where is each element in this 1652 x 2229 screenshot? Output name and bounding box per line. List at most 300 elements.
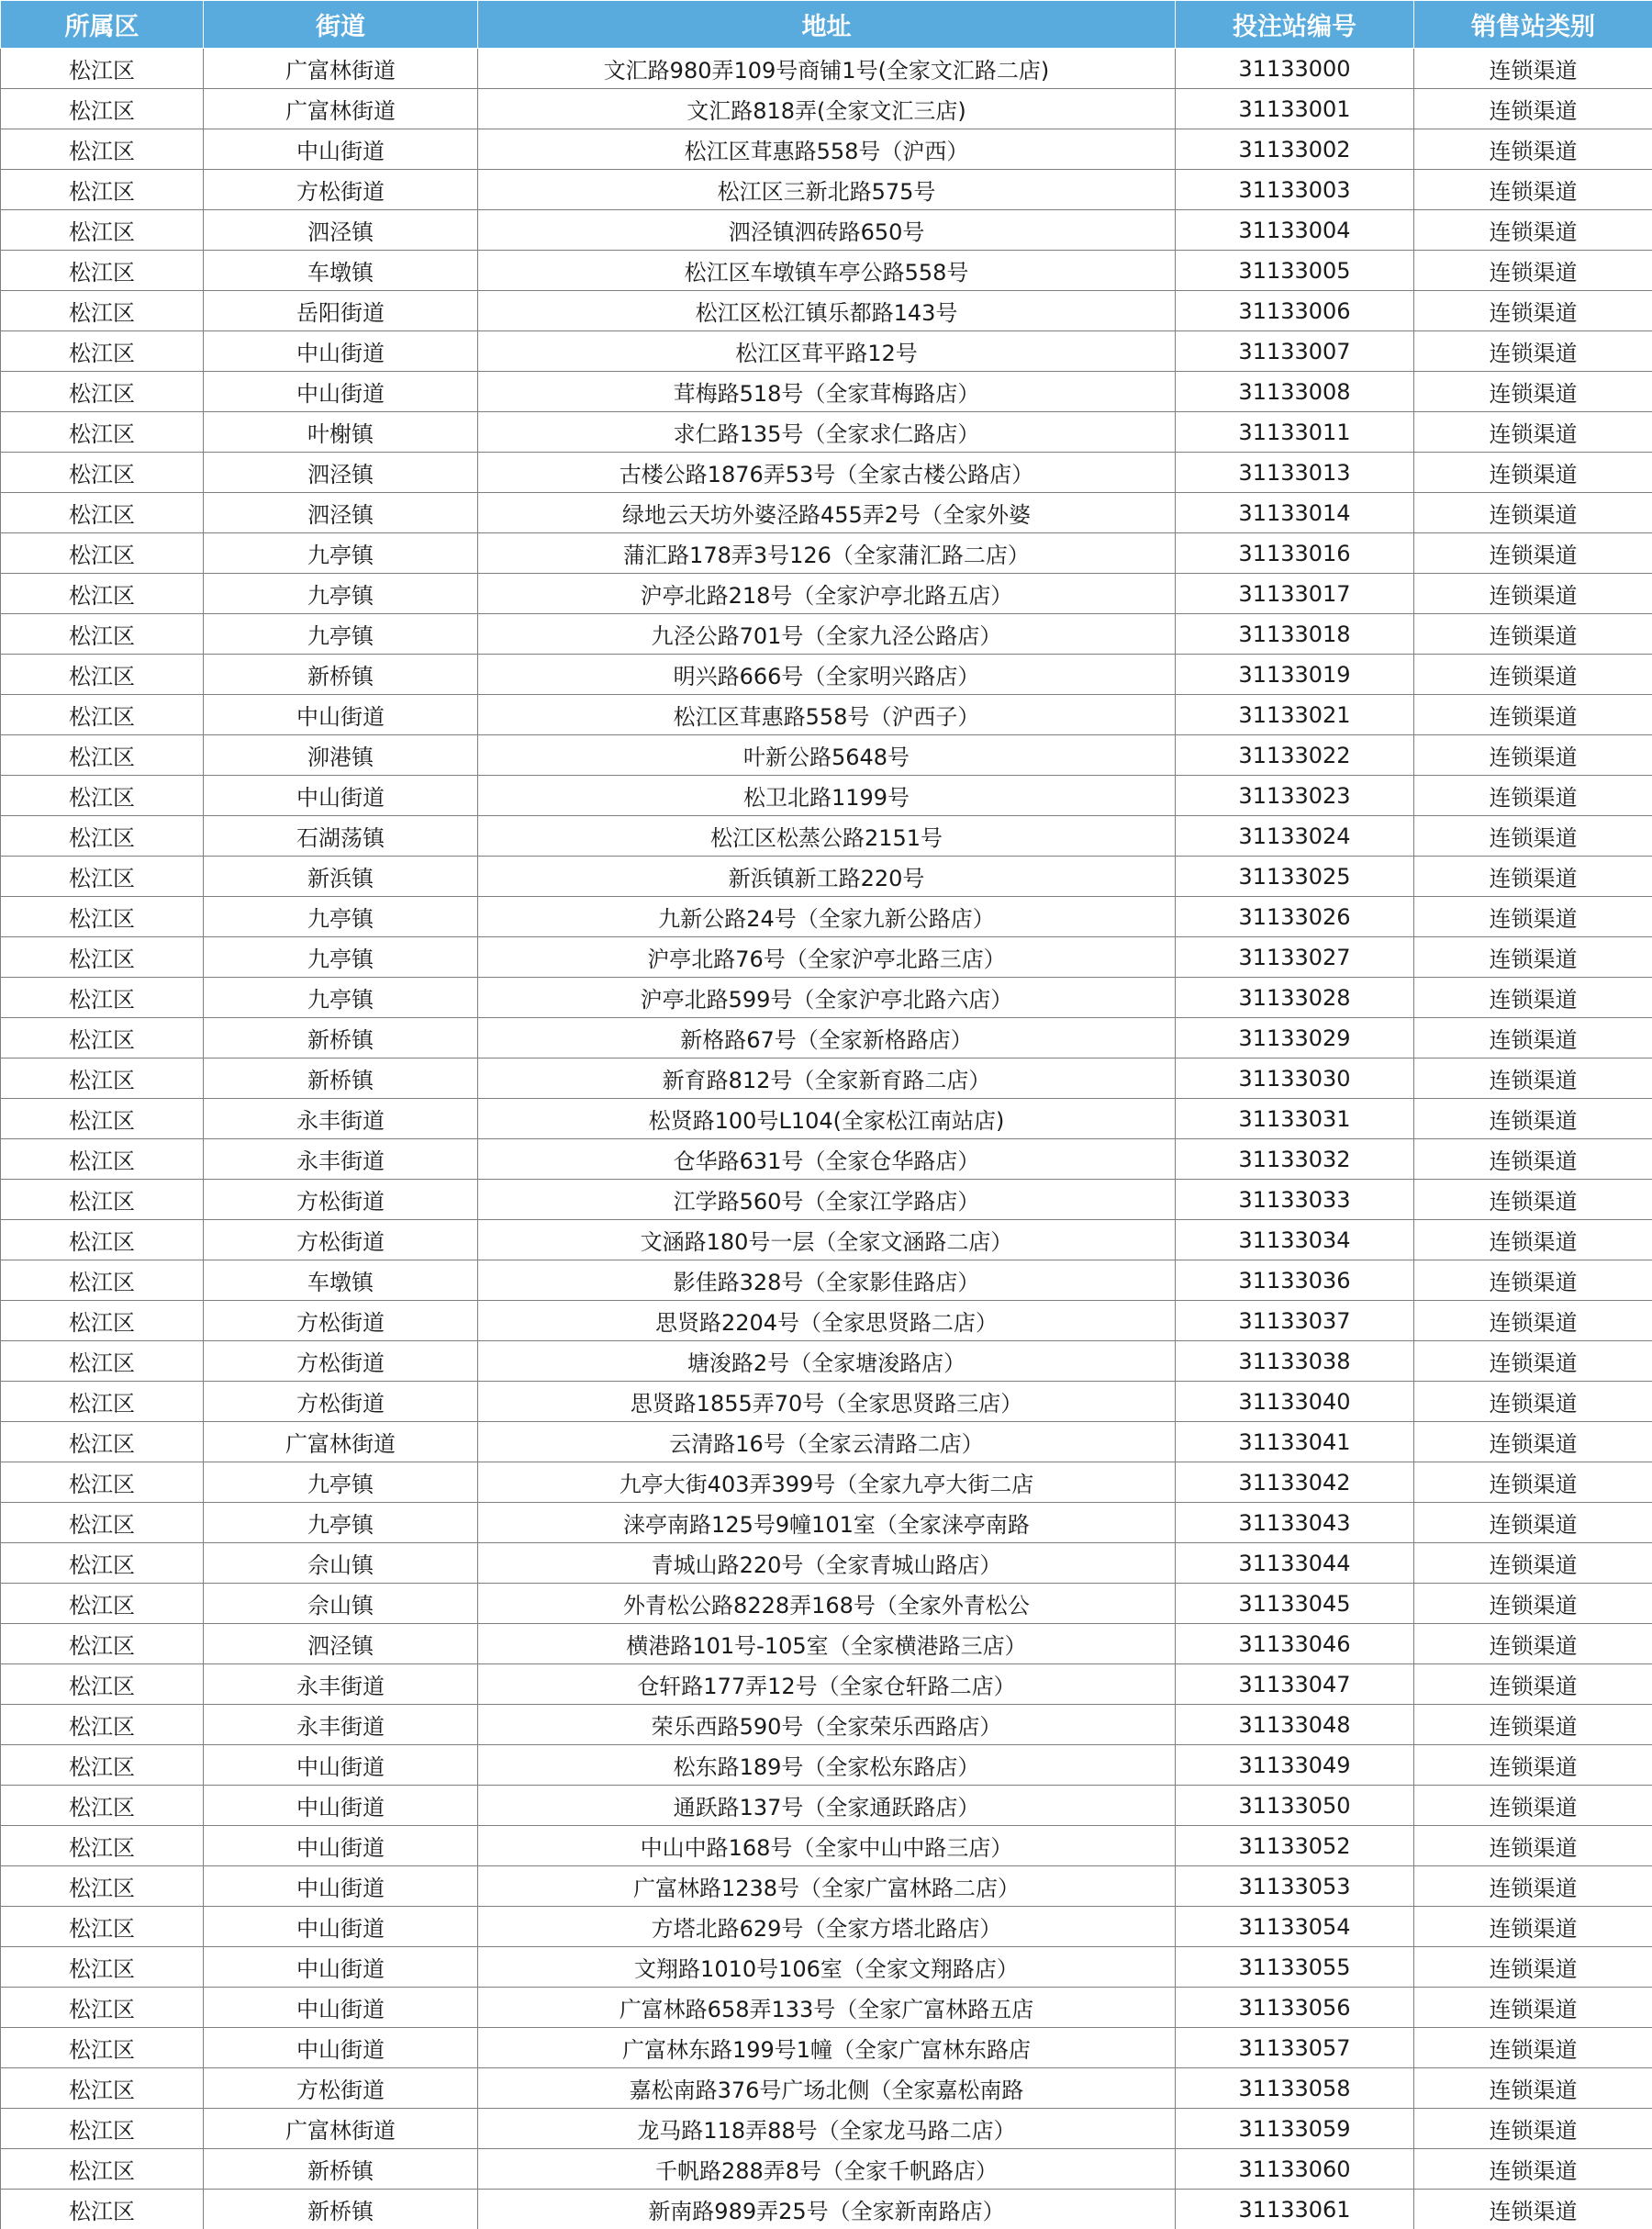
cell-station-type: 连锁渠道	[1414, 1543, 1652, 1584]
cell-station-number: 31133021	[1176, 695, 1414, 735]
table-row	[1, 1099, 1652, 1139]
cell-street: 中山街道	[204, 776, 478, 816]
cell-station-type: 连锁渠道	[1414, 1826, 1652, 1866]
table-row	[1, 89, 1652, 129]
cell-street: 中山街道	[204, 372, 478, 412]
table-row	[1, 453, 1652, 493]
cell-district: 松江区	[1, 533, 204, 574]
table-row	[1, 2109, 1652, 2149]
cell-station-type: 连锁渠道	[1414, 1058, 1652, 1099]
cell-station-number: 31133019	[1176, 655, 1414, 695]
cell-station-type: 连锁渠道	[1414, 614, 1652, 655]
cell-station-type: 连锁渠道	[1414, 2109, 1652, 2149]
cell-address: 古楼公路1876弄53号（全家古楼公路店）	[478, 453, 1176, 493]
table-row	[1, 1826, 1652, 1866]
cell-address: 松江区茸惠路558号（沪西）	[478, 129, 1176, 170]
cell-address: 中山中路168号（全家中山中路三店）	[478, 1826, 1176, 1866]
table-row	[1, 210, 1652, 251]
table-row	[1, 1180, 1652, 1220]
table-row	[1, 1745, 1652, 1786]
cell-station-number: 31133003	[1176, 170, 1414, 210]
cell-address: 沪亭北路218号（全家沪亭北路五店）	[478, 574, 1176, 614]
cell-station-number: 31133050	[1176, 1786, 1414, 1826]
cell-district: 松江区	[1, 1139, 204, 1180]
header-station-number: 投注站编号	[1176, 1, 1414, 49]
cell-station-number: 31133000	[1176, 49, 1414, 89]
cell-station-number: 31133016	[1176, 533, 1414, 574]
cell-street: 中山街道	[204, 1826, 478, 1866]
cell-address: 沪亭北路599号（全家沪亭北路六店）	[478, 978, 1176, 1018]
table-row	[1, 1503, 1652, 1543]
table-row	[1, 1947, 1652, 1988]
cell-station-type: 连锁渠道	[1414, 453, 1652, 493]
cell-district: 松江区	[1, 1705, 204, 1745]
cell-station-type: 连锁渠道	[1414, 1745, 1652, 1786]
cell-address: 松江区茸平路12号	[478, 331, 1176, 372]
cell-station-type: 连锁渠道	[1414, 493, 1652, 533]
cell-street: 九亭镇	[204, 1503, 478, 1543]
cell-station-type: 连锁渠道	[1414, 2068, 1652, 2109]
cell-district: 松江区	[1, 1543, 204, 1584]
table-row	[1, 129, 1652, 170]
cell-station-type: 连锁渠道	[1414, 2149, 1652, 2190]
cell-street: 车墩镇	[204, 251, 478, 291]
cell-district: 松江区	[1, 1826, 204, 1866]
cell-address: 松贤路100号L104(全家松江南站店)	[478, 1099, 1176, 1139]
table-row	[1, 937, 1652, 978]
cell-street: 新桥镇	[204, 2149, 478, 2190]
table-row	[1, 49, 1652, 89]
cell-street: 永丰街道	[204, 1099, 478, 1139]
cell-station-type: 连锁渠道	[1414, 1624, 1652, 1664]
table-row	[1, 533, 1652, 574]
cell-street: 方松街道	[204, 1382, 478, 1422]
table-row	[1, 735, 1652, 776]
cell-address: 通跃路137号（全家通跃路店）	[478, 1786, 1176, 1826]
cell-street: 新桥镇	[204, 1018, 478, 1058]
cell-district: 松江区	[1, 1584, 204, 1624]
cell-district: 松江区	[1, 2068, 204, 2109]
table-row	[1, 2149, 1652, 2190]
table-row	[1, 170, 1652, 210]
cell-address: 新格路67号（全家新格路店）	[478, 1018, 1176, 1058]
cell-street: 中山街道	[204, 1786, 478, 1826]
cell-station-type: 连锁渠道	[1414, 331, 1652, 372]
cell-district: 松江区	[1, 412, 204, 453]
cell-station-number: 31133047	[1176, 1664, 1414, 1705]
cell-station-number: 31133038	[1176, 1341, 1414, 1382]
cell-station-number: 31133023	[1176, 776, 1414, 816]
cell-address: 涞亭南路125号9幢101室（全家涞亭南路	[478, 1503, 1176, 1543]
cell-district: 松江区	[1, 372, 204, 412]
cell-address: 文汇路980弄109号商铺1号(全家文汇路二店)	[478, 49, 1176, 89]
cell-district: 松江区	[1, 1301, 204, 1341]
cell-district: 松江区	[1, 2109, 204, 2149]
cell-station-number: 31133001	[1176, 89, 1414, 129]
cell-address: 求仁路135号（全家求仁路店）	[478, 412, 1176, 453]
cell-address: 松江区茸惠路558号（沪西子）	[478, 695, 1176, 735]
cell-address: 青城山路220号（全家青城山路店）	[478, 1543, 1176, 1584]
cell-district: 松江区	[1, 1018, 204, 1058]
cell-district: 松江区	[1, 937, 204, 978]
table-row	[1, 2190, 1652, 2229]
cell-address: 绿地云天坊外婆泾路455弄2号（全家外婆	[478, 493, 1176, 533]
cell-district: 松江区	[1, 2149, 204, 2190]
cell-street: 中山街道	[204, 1947, 478, 1988]
cell-station-type: 连锁渠道	[1414, 1260, 1652, 1301]
cell-station-type: 连锁渠道	[1414, 89, 1652, 129]
cell-district: 松江区	[1, 1220, 204, 1260]
cell-station-number: 31133049	[1176, 1745, 1414, 1786]
cell-district: 松江区	[1, 897, 204, 937]
header-row	[1, 1, 1652, 49]
cell-station-number: 31133013	[1176, 453, 1414, 493]
cell-district: 松江区	[1, 1260, 204, 1301]
cell-station-type: 连锁渠道	[1414, 1705, 1652, 1745]
cell-district: 松江区	[1, 574, 204, 614]
cell-station-type: 连锁渠道	[1414, 1180, 1652, 1220]
cell-station-type: 连锁渠道	[1414, 1301, 1652, 1341]
table-row	[1, 978, 1652, 1018]
cell-street: 九亭镇	[204, 533, 478, 574]
cell-district: 松江区	[1, 1866, 204, 1907]
cell-address: 仓华路631号（全家仓华路店）	[478, 1139, 1176, 1180]
cell-street: 叶榭镇	[204, 412, 478, 453]
table-row	[1, 695, 1652, 735]
cell-street: 新桥镇	[204, 2190, 478, 2229]
cell-address: 云清路16号（全家云清路二店）	[478, 1422, 1176, 1462]
cell-station-number: 31133056	[1176, 1988, 1414, 2028]
cell-station-type: 连锁渠道	[1414, 1139, 1652, 1180]
header-address: 地址	[478, 1, 1176, 49]
cell-station-type: 连锁渠道	[1414, 1220, 1652, 1260]
cell-station-number: 31133055	[1176, 1947, 1414, 1988]
cell-station-number: 31133052	[1176, 1826, 1414, 1866]
cell-street: 九亭镇	[204, 1462, 478, 1503]
cell-street: 岳阳街道	[204, 291, 478, 331]
cell-station-number: 31133048	[1176, 1705, 1414, 1745]
table-row	[1, 1058, 1652, 1099]
cell-street: 广富林街道	[204, 2109, 478, 2149]
table-row	[1, 1220, 1652, 1260]
cell-address: 茸梅路518号（全家茸梅路店）	[478, 372, 1176, 412]
cell-street: 永丰街道	[204, 1664, 478, 1705]
table-row	[1, 1664, 1652, 1705]
cell-station-number: 31133014	[1176, 493, 1414, 533]
cell-district: 松江区	[1, 493, 204, 533]
cell-station-number: 31133061	[1176, 2190, 1414, 2229]
table-header	[1, 1, 1652, 49]
cell-street: 中山街道	[204, 129, 478, 170]
cell-street: 方松街道	[204, 1341, 478, 1382]
cell-district: 松江区	[1, 614, 204, 655]
cell-district: 松江区	[1, 1382, 204, 1422]
cell-district: 松江区	[1, 816, 204, 857]
table-row	[1, 1907, 1652, 1947]
cell-street: 方松街道	[204, 1220, 478, 1260]
table-row	[1, 776, 1652, 816]
cell-station-type: 连锁渠道	[1414, 735, 1652, 776]
cell-street: 石湖荡镇	[204, 816, 478, 857]
cell-district: 松江区	[1, 1422, 204, 1462]
cell-station-type: 连锁渠道	[1414, 1503, 1652, 1543]
cell-street: 佘山镇	[204, 1543, 478, 1584]
table-row	[1, 2028, 1652, 2068]
cell-station-number: 31133042	[1176, 1462, 1414, 1503]
cell-address: 龙马路118弄88号（全家龙马路二店）	[478, 2109, 1176, 2149]
cell-district: 松江区	[1, 2028, 204, 2068]
cell-street: 广富林街道	[204, 1422, 478, 1462]
cell-address: 新南路989弄25号（全家新南路店）	[478, 2190, 1176, 2229]
cell-station-type: 连锁渠道	[1414, 170, 1652, 210]
cell-address: 泗泾镇泗砖路650号	[478, 210, 1176, 251]
cell-district: 松江区	[1, 251, 204, 291]
table-row	[1, 1139, 1652, 1180]
cell-street: 中山街道	[204, 1745, 478, 1786]
cell-street: 方松街道	[204, 1301, 478, 1341]
table-row	[1, 412, 1652, 453]
cell-station-type: 连锁渠道	[1414, 776, 1652, 816]
cell-district: 松江区	[1, 2190, 204, 2229]
cell-street: 泗泾镇	[204, 1624, 478, 1664]
cell-street: 中山街道	[204, 1988, 478, 2028]
table-row	[1, 1988, 1652, 2028]
cell-address: 荣乐西路590号（全家荣乐西路店）	[478, 1705, 1176, 1745]
cell-district: 松江区	[1, 1745, 204, 1786]
cell-district: 松江区	[1, 331, 204, 372]
cell-district: 松江区	[1, 1664, 204, 1705]
cell-station-number: 31133045	[1176, 1584, 1414, 1624]
cell-station-number: 31133027	[1176, 937, 1414, 978]
cell-address: 沪亭北路76号（全家沪亭北路三店）	[478, 937, 1176, 978]
table-row	[1, 816, 1652, 857]
cell-station-number: 31133034	[1176, 1220, 1414, 1260]
cell-station-number: 31133017	[1176, 574, 1414, 614]
cell-district: 松江区	[1, 1462, 204, 1503]
table-row	[1, 574, 1652, 614]
table-row	[1, 1382, 1652, 1422]
cell-street: 中山街道	[204, 1907, 478, 1947]
cell-district: 松江区	[1, 1503, 204, 1543]
cell-street: 车墩镇	[204, 1260, 478, 1301]
cell-address: 新浜镇新工路220号	[478, 857, 1176, 897]
table-row	[1, 1584, 1652, 1624]
cell-address: 新育路812号（全家新育路二店）	[478, 1058, 1176, 1099]
cell-station-number: 31133022	[1176, 735, 1414, 776]
cell-district: 松江区	[1, 978, 204, 1018]
cell-station-number: 31133032	[1176, 1139, 1414, 1180]
cell-address: 九泾公路701号（全家九泾公路店）	[478, 614, 1176, 655]
cell-station-type: 连锁渠道	[1414, 1947, 1652, 1988]
cell-district: 松江区	[1, 291, 204, 331]
table-row	[1, 1705, 1652, 1745]
cell-district: 松江区	[1, 1058, 204, 1099]
cell-station-number: 31133054	[1176, 1907, 1414, 1947]
cell-station-number: 31133059	[1176, 2109, 1414, 2149]
cell-street: 新桥镇	[204, 655, 478, 695]
cell-address: 思贤路1855弄70号（全家思贤路三店）	[478, 1382, 1176, 1422]
cell-station-number: 31133044	[1176, 1543, 1414, 1584]
cell-district: 松江区	[1, 89, 204, 129]
cell-station-type: 连锁渠道	[1414, 1018, 1652, 1058]
cell-street: 方松街道	[204, 1180, 478, 1220]
table-row	[1, 251, 1652, 291]
cell-station-type: 连锁渠道	[1414, 574, 1652, 614]
cell-station-type: 连锁渠道	[1414, 857, 1652, 897]
cell-station-type: 连锁渠道	[1414, 2190, 1652, 2229]
cell-station-number: 31133029	[1176, 1018, 1414, 1058]
cell-street: 九亭镇	[204, 897, 478, 937]
cell-station-number: 31133040	[1176, 1382, 1414, 1422]
cell-district: 松江区	[1, 453, 204, 493]
cell-station-type: 连锁渠道	[1414, 291, 1652, 331]
cell-station-number: 31133037	[1176, 1301, 1414, 1341]
cell-district: 松江区	[1, 1907, 204, 1947]
cell-station-number: 31133058	[1176, 2068, 1414, 2109]
table-row	[1, 1018, 1652, 1058]
table-row	[1, 857, 1652, 897]
cell-station-number: 31133060	[1176, 2149, 1414, 2190]
cell-address: 千帆路288弄8号（全家千帆路店）	[478, 2149, 1176, 2190]
cell-address: 方塔北路629号（全家方塔北路店）	[478, 1907, 1176, 1947]
cell-station-type: 连锁渠道	[1414, 1422, 1652, 1462]
cell-address: 广富林路658弄133号（全家广富林路五店	[478, 1988, 1176, 2028]
cell-station-type: 连锁渠道	[1414, 251, 1652, 291]
cell-district: 松江区	[1, 735, 204, 776]
cell-station-number: 31133030	[1176, 1058, 1414, 1099]
cell-district: 松江区	[1, 776, 204, 816]
table-row	[1, 372, 1652, 412]
table-body	[1, 49, 1652, 2229]
table-row	[1, 1260, 1652, 1301]
cell-address: 蒲汇路178弄3号126（全家蒲汇路二店）	[478, 533, 1176, 574]
cell-station-type: 连锁渠道	[1414, 816, 1652, 857]
cell-street: 泖港镇	[204, 735, 478, 776]
cell-station-number: 31133033	[1176, 1180, 1414, 1220]
cell-station-type: 连锁渠道	[1414, 49, 1652, 89]
cell-station-type: 连锁渠道	[1414, 1866, 1652, 1907]
cell-street: 中山街道	[204, 1866, 478, 1907]
cell-address: 松江区松江镇乐都路143号	[478, 291, 1176, 331]
cell-station-type: 连锁渠道	[1414, 1099, 1652, 1139]
table-row	[1, 1543, 1652, 1584]
cell-district: 松江区	[1, 1786, 204, 1826]
cell-district: 松江区	[1, 1180, 204, 1220]
cell-address: 明兴路666号（全家明兴路店）	[478, 655, 1176, 695]
cell-address: 九新公路24号（全家九新公路店）	[478, 897, 1176, 937]
cell-street: 新浜镇	[204, 857, 478, 897]
cell-address: 广富林路1238号（全家广富林路二店）	[478, 1866, 1176, 1907]
cell-station-type: 连锁渠道	[1414, 2028, 1652, 2068]
cell-address: 广富林东路199号1幢（全家广富林东路店	[478, 2028, 1176, 2068]
cell-address: 嘉松南路376号广场北侧（全家嘉松南路	[478, 2068, 1176, 2109]
cell-station-type: 连锁渠道	[1414, 1786, 1652, 1826]
cell-address: 松江区松蒸公路2151号	[478, 816, 1176, 857]
table-row	[1, 1422, 1652, 1462]
cell-district: 松江区	[1, 1988, 204, 2028]
table-row	[1, 1866, 1652, 1907]
cell-station-type: 连锁渠道	[1414, 1907, 1652, 1947]
cell-street: 泗泾镇	[204, 493, 478, 533]
cell-street: 九亭镇	[204, 574, 478, 614]
table-row	[1, 614, 1652, 655]
cell-address: 仓轩路177弄12号（全家仓轩路二店）	[478, 1664, 1176, 1705]
cell-street: 方松街道	[204, 170, 478, 210]
cell-address: 横港路101号-105室（全家横港路三店）	[478, 1624, 1176, 1664]
cell-district: 松江区	[1, 1947, 204, 1988]
cell-station-number: 31133005	[1176, 251, 1414, 291]
cell-station-type: 连锁渠道	[1414, 1462, 1652, 1503]
table-row	[1, 1624, 1652, 1664]
cell-district: 松江区	[1, 170, 204, 210]
cell-district: 松江区	[1, 655, 204, 695]
cell-street: 九亭镇	[204, 614, 478, 655]
cell-address: 文汇路818弄(全家文汇三店)	[478, 89, 1176, 129]
cell-station-number: 31133043	[1176, 1503, 1414, 1543]
table-row	[1, 1462, 1652, 1503]
cell-station-number: 31133007	[1176, 331, 1414, 372]
cell-station-number: 31133057	[1176, 2028, 1414, 2068]
cell-station-type: 连锁渠道	[1414, 978, 1652, 1018]
cell-street: 佘山镇	[204, 1584, 478, 1624]
cell-district: 松江区	[1, 129, 204, 170]
cell-district: 松江区	[1, 695, 204, 735]
cell-station-number: 31133011	[1176, 412, 1414, 453]
cell-station-number: 31133018	[1176, 614, 1414, 655]
cell-street: 广富林街道	[204, 49, 478, 89]
cell-district: 松江区	[1, 1624, 204, 1664]
header-district: 所属区	[1, 1, 204, 49]
cell-station-type: 连锁渠道	[1414, 1584, 1652, 1624]
cell-station-type: 连锁渠道	[1414, 1382, 1652, 1422]
cell-station-type: 连锁渠道	[1414, 1988, 1652, 2028]
table-row	[1, 291, 1652, 331]
cell-station-number: 31133036	[1176, 1260, 1414, 1301]
cell-street: 中山街道	[204, 331, 478, 372]
header-street: 街道	[204, 1, 478, 49]
cell-address: 影佳路328号（全家影佳路店）	[478, 1260, 1176, 1301]
cell-station-type: 连锁渠道	[1414, 412, 1652, 453]
cell-address: 江学路560号（全家江学路店）	[478, 1180, 1176, 1220]
table-row	[1, 1786, 1652, 1826]
cell-street: 中山街道	[204, 2028, 478, 2068]
cell-station-number: 31133002	[1176, 129, 1414, 170]
cell-station-type: 连锁渠道	[1414, 129, 1652, 170]
header-station-type: 销售站类别	[1414, 1, 1652, 49]
cell-street: 泗泾镇	[204, 210, 478, 251]
cell-address: 外青松公路8228弄168号（全家外青松公	[478, 1584, 1176, 1624]
cell-address: 思贤路2204号（全家思贤路二店）	[478, 1301, 1176, 1341]
cell-address: 松江区车墩镇车亭公路558号	[478, 251, 1176, 291]
cell-station-number: 31133008	[1176, 372, 1414, 412]
cell-street: 广富林街道	[204, 89, 478, 129]
table-row	[1, 2068, 1652, 2109]
cell-station-type: 连锁渠道	[1414, 372, 1652, 412]
table-row	[1, 1301, 1652, 1341]
cell-station-type: 连锁渠道	[1414, 1664, 1652, 1705]
cell-district: 松江区	[1, 1341, 204, 1382]
cell-station-number: 31133031	[1176, 1099, 1414, 1139]
cell-station-number: 31133028	[1176, 978, 1414, 1018]
table-row	[1, 331, 1652, 372]
cell-station-type: 连锁渠道	[1414, 1341, 1652, 1382]
cell-station-number: 31133024	[1176, 816, 1414, 857]
cell-street: 新桥镇	[204, 1058, 478, 1099]
cell-street: 中山街道	[204, 695, 478, 735]
cell-street: 永丰街道	[204, 1705, 478, 1745]
cell-station-type: 连锁渠道	[1414, 655, 1652, 695]
cell-address: 叶新公路5648号	[478, 735, 1176, 776]
